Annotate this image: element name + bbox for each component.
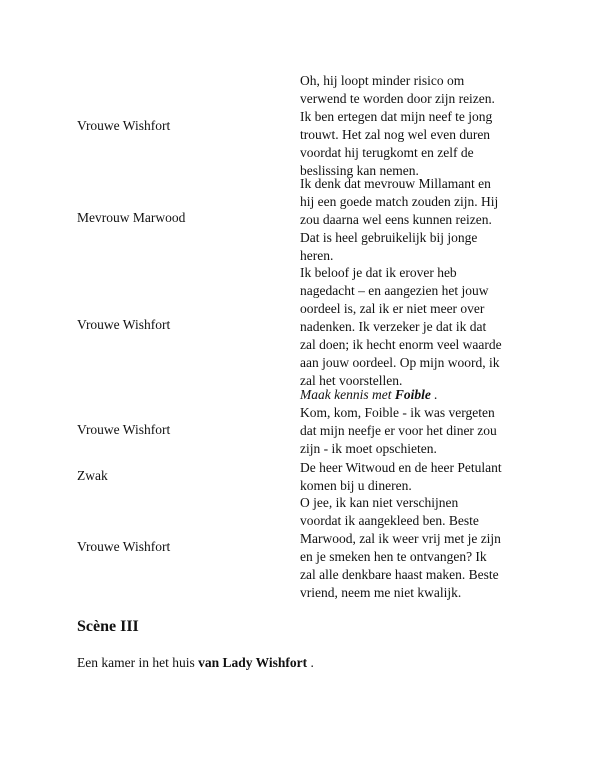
scene-location-bold: van Lady Wishfort [198, 655, 308, 670]
speech-line: trouwt. Het zal nog wel even duren [300, 127, 491, 142]
stage-direction-end: . [430, 387, 438, 402]
speech-line: verwend te worden door zijn reizen. [300, 91, 495, 106]
speech-line: en je smeken hen te ontvangen? Ik [300, 549, 487, 564]
scene-description-text: Een kamer in het huis [77, 655, 199, 670]
speech-line: zijn - ik moet opschieten. [300, 441, 437, 456]
speech-line: beslissing kan nemen. [300, 163, 419, 178]
speech-line: nagedacht – en aangezien het jouw [300, 283, 489, 298]
speech-line: De heer Witwoud en de heer Petulant [300, 460, 502, 475]
speech-line: Dat is heel gebruikelijk bij jonge [300, 230, 478, 245]
speech-text [300, 72, 525, 180]
speech-line: hij een goede match zouden zijn. Hij [300, 194, 499, 209]
speech-text [300, 459, 525, 495]
speech-line: heren. [300, 248, 334, 263]
speaker-name: Vrouwe Wishfort [77, 422, 171, 437]
speech-line: zal doen; ik hecht enorm veel waarde [300, 337, 502, 352]
speech-line: O jee, ik kan niet verschijnen [300, 495, 459, 510]
speech-line: nadenken. Ik verzeker je dat ik dat [300, 319, 487, 334]
speech-text [300, 404, 525, 458]
speech-line: zal het voorstellen. [300, 373, 403, 388]
speech-line: Ik ben ertegen dat mijn neef te jong [300, 109, 493, 124]
speaker-name: Vrouwe Wishfort [77, 118, 171, 133]
speech-line: voordat ik aangekleed ben. Beste [300, 513, 479, 528]
speech-line: aan jouw oordeel. Op mijn woord, ik [300, 355, 500, 370]
speech-line: voordat hij terugkomt en zelf de [300, 145, 474, 160]
speech-line: oordeel is, zal ik er niet meer over [300, 301, 485, 316]
speech-line: dat mijn neefje er voor het diner zou [300, 423, 497, 438]
speech-line: Ik denk dat mevrouw Millamant en [300, 176, 491, 191]
speech-text [300, 494, 525, 602]
stage-direction-text: Maak kennis met [300, 387, 395, 402]
speech-line: Ik beloof je dat ik erover heb [300, 265, 457, 280]
scene-description-end: . [307, 655, 314, 670]
speech-line: Oh, hij loopt minder risico om [300, 73, 465, 88]
speaker-name: Zwak [77, 468, 108, 483]
speech-line: komen bij u dineren. [300, 478, 412, 493]
speech-text [300, 175, 525, 265]
speech-line: zal alle denkbare haast maken. Beste [300, 567, 499, 582]
scene-title: Scène III [77, 618, 139, 635]
speech-text [300, 264, 525, 390]
speaker-name: Vrouwe Wishfort [77, 539, 171, 554]
speech-line: Marwood, zal ik weer vrij met je zijn [300, 531, 501, 546]
character-name: Foible [394, 387, 431, 402]
speaker-name: Vrouwe Wishfort [77, 317, 171, 332]
speech-line: zou daarna wel eens kunnen reizen. [300, 212, 492, 227]
speech-line: vriend, neem me niet kwalijk. [300, 585, 462, 600]
speech-line: Kom, kom, Foible - ik was vergeten [300, 405, 495, 420]
scene-description [77, 654, 314, 672]
stage-direction [300, 386, 525, 404]
speaker-name: Mevrouw Marwood [77, 210, 186, 225]
